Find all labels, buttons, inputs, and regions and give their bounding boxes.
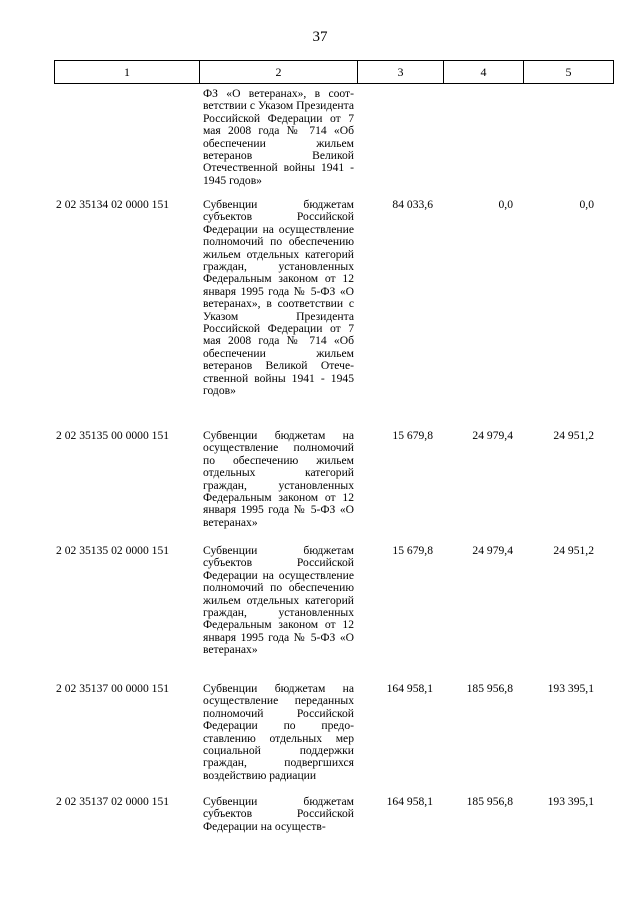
header-col-5: 5 (524, 61, 614, 84)
row-code: 2 02 35135 02 0000 151 (56, 544, 170, 557)
row-description: Субвенции бюджетам на осуществление полномочий по обеспечению жильем отдельных категорий граждан, установленных Федеральным законом от 12 января 1995 года № 5-ФЗ «О ветеранах» (203, 429, 354, 529)
header-col-4: 4 (444, 61, 524, 84)
table-header (54, 60, 614, 84)
row-code: 2 02 35134 02 0000 151 (56, 198, 170, 211)
row-description: Субвенции бюджетам субъектов Российской Федерации на осуществление полномочий по обеспечению жильем отдельных категорий граждан, установленных Федеральным законом от 12 января 1995 года № 5-ФЗ «О ветеранах», в соответствии с Указом Президента Российской Федерации от 7 мая 2008 года № 714 «Об обеспечении жильем ветеранов Великой Отечественной войны 1941 - 1945 годов» (203, 198, 354, 398)
row-value-col-4: 185 956,8 (466, 795, 513, 808)
row-value-col-5: 193 395,1 (547, 682, 594, 695)
row-value-col-4: 24 979,4 (472, 429, 513, 442)
row-value-col-4: 185 956,8 (466, 682, 513, 695)
row-description: Субвенции бюджетам субъектов Российской Федерации на осуществление полномочий по обеспечению жильем отдельных категорий граждан, установленных Федеральным законом от 12 января 1995 года № 5-ФЗ «О ветеранах» (203, 544, 354, 657)
row-value-col-5: 24 951,2 (553, 429, 594, 442)
row-value-col-5: 24 951,2 (553, 544, 594, 557)
row-value-col-3: 164 958,1 (386, 795, 433, 808)
row-value-col-4: 0,0 (498, 198, 513, 211)
row-description: Субвенции бюджетам на осуществление переданных полномочий Российской Федерации по предоставлению отдельных мер социальной поддержки граждан, подвергшихся воздействию радиации (203, 682, 354, 782)
row-description: ФЗ «О ветеранах», в соответствии с Указом Президента Российской Федерации от 7 мая 2008 года № 714 «Об обеспечении жильем ветеранов Великой Отечественной войны 1941 - 1945 годов» (203, 87, 354, 187)
row-value-col-4: 24 979,4 (472, 544, 513, 557)
row-value-col-5: 0,0 (579, 198, 594, 211)
row-value-col-3: 164 958,1 (386, 682, 433, 695)
header-col-1: 1 (55, 61, 200, 84)
header-row (55, 61, 614, 84)
row-value-col-3: 84 033,6 (392, 198, 433, 211)
header-col-2: 2 (200, 61, 358, 84)
row-value-col-3: 15 679,8 (392, 544, 433, 557)
row-value-col-3: 15 679,8 (392, 429, 433, 442)
row-code: 2 02 35135 00 0000 151 (56, 429, 170, 442)
row-code: 2 02 35137 02 0000 151 (56, 795, 170, 808)
page-number: 37 (312, 29, 328, 45)
row-code: 2 02 35137 00 0000 151 (56, 682, 170, 695)
row-description: Субвенции бюджетам субъектов Российской Федерации на осуществ- (203, 795, 354, 833)
header-col-3: 3 (358, 61, 444, 84)
row-value-col-5: 193 395,1 (547, 795, 594, 808)
